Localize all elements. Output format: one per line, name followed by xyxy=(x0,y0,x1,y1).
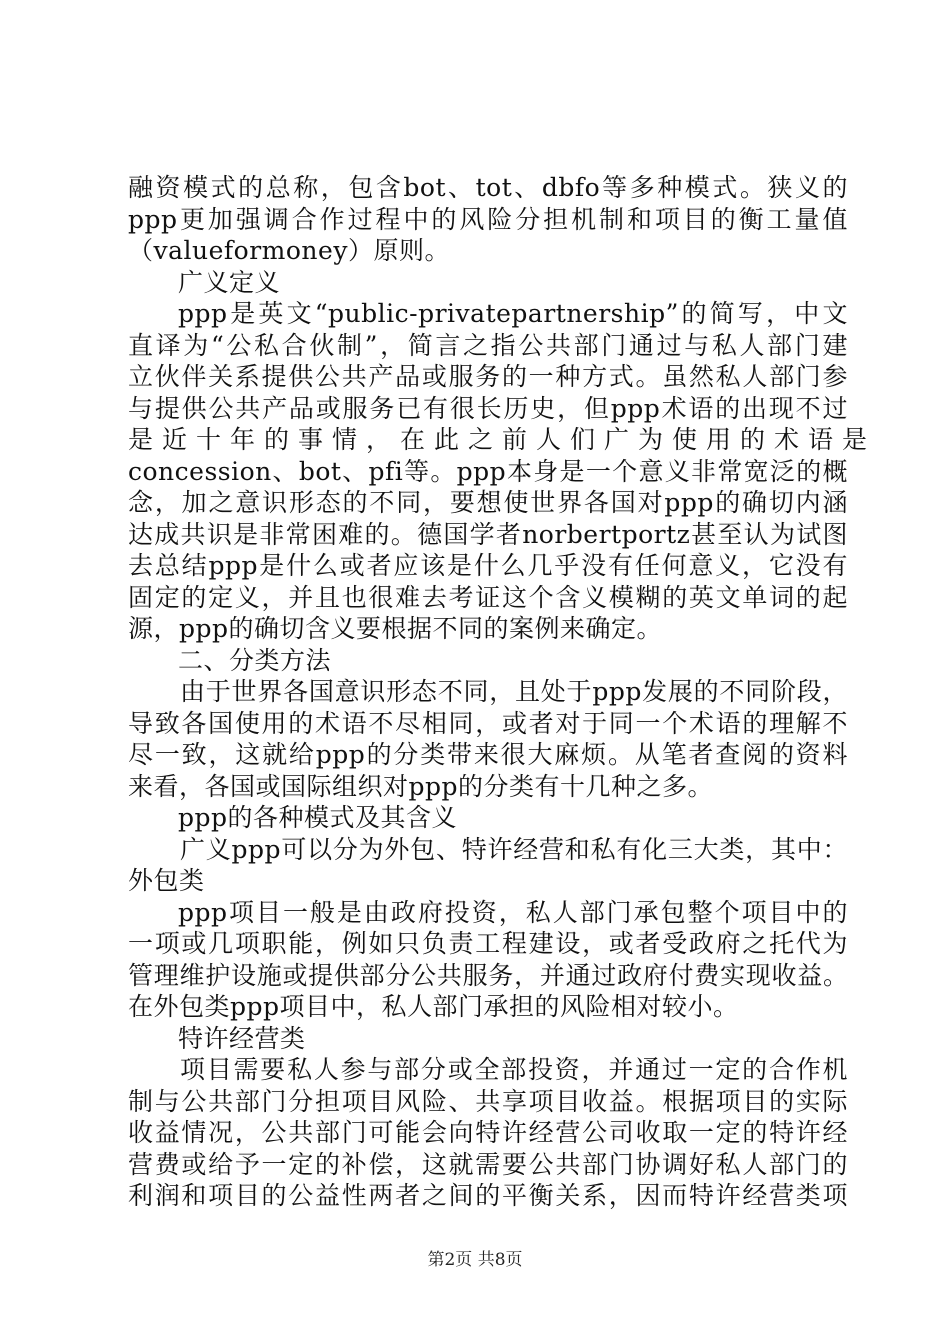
text-line: 在外包类ppp项目中，私人部门承担的风险相对较小。 xyxy=(128,992,739,1021)
section-heading: 外包类 xyxy=(128,866,205,895)
section-heading: 二、分类方法 xyxy=(178,645,332,675)
text-line: 制与公共部门分担项目风险、共享项目收益。根据项目的实际 xyxy=(128,1086,848,1116)
text-line: 由于世界各国意识形态不同，且处于ppp发展的不同阶段， xyxy=(180,677,848,706)
text-line: 营费或给予一定的补偿，这就需要公共部门协调好私人部门的 xyxy=(128,1149,848,1179)
text-line: 广义ppp可以分为外包、特许经营和私有化三大类，其中： xyxy=(180,834,848,864)
text-line: 融资模式的总称，包含bot、tot、dbfo等多种模式。狭义的 xyxy=(128,173,848,202)
text-line: 收益情况，公共部门可能会向特许经营公司收取一定的特许经 xyxy=(128,1118,848,1147)
section-heading: 特许经营类 xyxy=(178,1023,306,1053)
text-line: 念，加之意识形态的不同，要想使世界各国对ppp的确切内涵 xyxy=(128,488,848,517)
text-line: 去总结ppp是什么或者应该是什么几乎没有任何意义，它没有 xyxy=(128,551,848,580)
text-line: ppp更加强调合作过程中的风险分担机制和项目的衡工量值 xyxy=(128,204,848,234)
text-line: 达成共识是非常困难的。德国学者norbertportz甚至认为试图 xyxy=(128,519,848,549)
text-line: （valueformoney）原则。 xyxy=(128,236,450,265)
text-line: 源，ppp的确切含义要根据不同的案例来确定。 xyxy=(128,614,663,643)
section-heading: ppp的各种模式及其含义 xyxy=(178,803,458,832)
document-body xyxy=(128,172,877,1212)
text-line: 一项或几项职能，例如只负责工程建设，或者受政府之托代为 xyxy=(128,929,848,958)
text-line: 直译为“公私合伙制”，简言之指公共部门通过与私人部门建 xyxy=(128,330,848,360)
page-number: 第2页 共8页 xyxy=(427,1250,523,1270)
text-line: 与提供公共产品或服务已有很长历史，但ppp术语的出现不过 xyxy=(128,393,848,423)
text-line: 立伙伴关系提供公共产品或服务的一种方式。虽然私人部门参 xyxy=(128,362,848,391)
text-line: ppp是英文“public-privatepartnership”的简写，中文 xyxy=(178,299,848,328)
text-line: concession、bot、pfi等。ppp本身是一个意义非常宽泛的概 xyxy=(128,456,848,486)
text-line: 导致各国使用的术语不尽相同，或者对于同一个术语的理解不 xyxy=(128,708,848,738)
text-line: 是近十年的事情，在此之前人们广为使用的术语是 xyxy=(128,425,877,454)
text-line: ppp项目一般是由政府投资，私人部门承包整个项目中的 xyxy=(178,897,848,927)
text-line: 来看，各国或国际组织对ppp的分类有十几种之多。 xyxy=(128,771,714,801)
text-line: 固定的定义，并且也很难去考证这个含义模糊的英文单词的起 xyxy=(128,582,848,612)
section-heading: 广义定义 xyxy=(178,267,281,297)
text-line: 尽一致，这就给ppp的分类带来很大麻烦。从笔者查阅的资料 xyxy=(128,740,848,769)
text-line: 利润和项目的公益性两者之间的平衡关系，因而特许经营类项 xyxy=(128,1181,848,1210)
text-line: 项目需要私人参与部分或全部投资，并通过一定的合作机 xyxy=(180,1055,848,1084)
text-line: 管理维护设施或提供部分公共服务，并通过政府付费实现收益。 xyxy=(128,960,848,990)
